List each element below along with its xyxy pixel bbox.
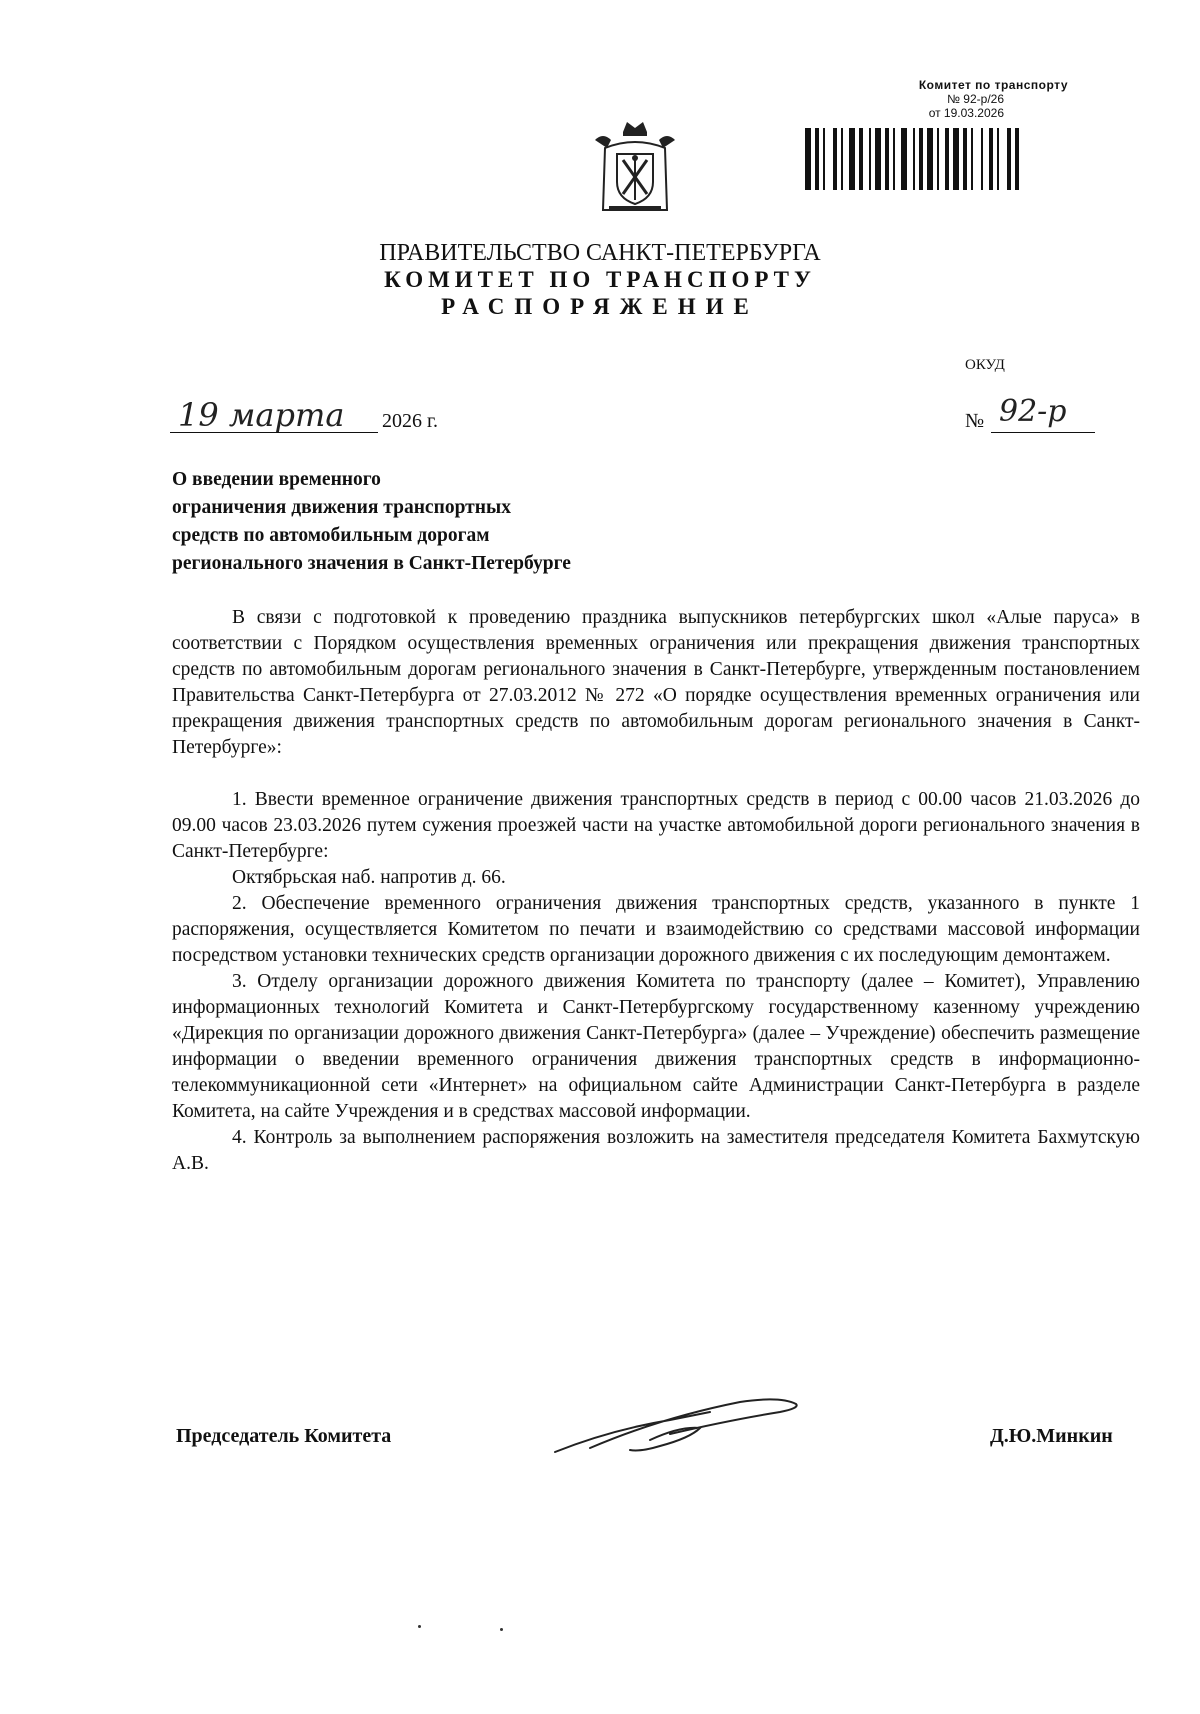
- subject-line: регионального значения в Санкт-Петербурге: [172, 553, 571, 574]
- item-2-paragraph: 2. Обеспечение временного ограничения движения транспортных средств, указанного в пункте 1 распоряжения, осуществляется Комитетом по печати и взаимодействию со средствами массовой информации посредством установки технических средств организации дорожного движения с их последующим демонтажем.: [172, 893, 1140, 966]
- barcode-bar: [859, 128, 863, 190]
- barcode-bar: [945, 128, 949, 190]
- barcode-bar: [1007, 128, 1011, 190]
- barcode-bar: [805, 128, 811, 190]
- item-4-paragraph: 4. Контроль за выполнением распоряжения возложить на заместителя председателя Комитета Бахмутскую А.В.: [172, 1127, 1140, 1174]
- barcode-bar: [833, 128, 837, 190]
- signer-title: Председатель Комитета: [176, 1425, 392, 1447]
- number-underline: [991, 432, 1095, 433]
- subject-line: средств по автомобильным дорогам: [172, 525, 490, 546]
- committee-name: КОМИТЕТ ПО ТРАНСПОРТУ: [384, 267, 816, 292]
- barcode-bar: [989, 128, 993, 190]
- barcode-bar: [971, 128, 973, 190]
- okud-label: ОКУД: [965, 357, 1005, 373]
- spb-coat-of-arms-icon: [585, 118, 685, 218]
- subject-line: О введении временного: [172, 469, 381, 490]
- barcode-bar: [849, 128, 855, 190]
- barcode-bar: [963, 128, 967, 190]
- barcode-bar: [953, 128, 959, 190]
- handwritten-number: 92-р: [999, 394, 1067, 429]
- registration-date: от 19.03.2026: [928, 106, 1004, 120]
- document-date: [170, 398, 470, 438]
- scan-speck: [500, 1628, 503, 1631]
- government-name: ПРАВИТЕЛЬСТВО САНКТ-ПЕТЕРБУРГА: [379, 240, 821, 266]
- barcode-bar: [981, 128, 983, 190]
- barcode-bar: [1015, 128, 1019, 190]
- item-1-paragraph: 1. Ввести временное ограничение движения транспортных средств в период с 00.00 часов 21.03.2026 до 09.00 часов 23.03.2026 путем сужения проезжей части на участке автомобильной дороги регионального значения в Санкт-Петербурге:: [172, 789, 1140, 862]
- document-subject: [172, 466, 732, 578]
- registration-number: № 92-р/26: [947, 92, 1004, 106]
- date-year: 2026 г.: [382, 410, 438, 432]
- barcode-bar: [815, 128, 819, 190]
- barcode-bar: [919, 128, 923, 190]
- barcode-bar: [901, 128, 907, 190]
- registration-committee: Комитет по транспорту: [918, 78, 1068, 92]
- subject-line: ограничения движения транспортных: [172, 497, 511, 518]
- handwritten-signature: [550, 1390, 810, 1470]
- barcode-bar: [913, 128, 915, 190]
- barcode: [805, 128, 1105, 190]
- barcode-bar: [997, 128, 999, 190]
- barcode-bar: [885, 128, 889, 190]
- barcode-bar: [937, 128, 939, 190]
- preamble-paragraph: В связи с подготовкой к проведению праздника выпускников петербургских школ «Алые паруса» в соответствии с Порядком осуществления временных ограничения или прекращения движения транспортных средств по автомобильным дорогам регионального значения в Санкт-Петербурге, утвержденным постановлением Правительства Санкт-Петербурга от 27.03.2012 № 272 «О порядке осуществления временных ограничения или прекращения движения транспортных средств по автомобильным дорогам регионального значения в Санкт-Петербурге»:: [172, 607, 1140, 758]
- document-number: [965, 394, 1135, 438]
- scan-speck: [418, 1625, 421, 1628]
- registration-stamp: [808, 78, 1068, 120]
- item-3-paragraph: 3. Отделу организации дорожного движения Комитета по транспорту (далее – Комитет), Управлению информационных технологий Комитета и Санкт-Петербургскому государственному казенному учреждению «Дирекция по организации дорожного движения Санкт-Петербурга» (далее – Учреждение) обеспечить размещение информации о введении временного ограничения движения транспортных средств в информационно-телекоммуникационной сети «Интернет» на официальном сайте Администрации Санкт-Петербурга в разделе Комитета, на сайте Учреждения и в средствах массовой информации.: [172, 971, 1140, 1122]
- barcode-bar: [841, 128, 843, 190]
- date-underline: [170, 432, 378, 433]
- barcode-bar: [823, 128, 825, 190]
- handwritten-date: 19 марта: [178, 396, 345, 434]
- barcode-bar: [893, 128, 895, 190]
- item-1-location: Октябрьская наб. напротив д. 66.: [232, 867, 506, 888]
- barcode-bar: [869, 128, 871, 190]
- document-body: [172, 605, 1140, 1177]
- barcode-bar: [875, 128, 881, 190]
- signer-name: Д.Ю.Минкин: [990, 1425, 1113, 1447]
- number-sign: №: [965, 410, 985, 432]
- barcode-bar: [927, 128, 933, 190]
- document-type: РАСПОРЯЖЕНИЕ: [441, 294, 759, 319]
